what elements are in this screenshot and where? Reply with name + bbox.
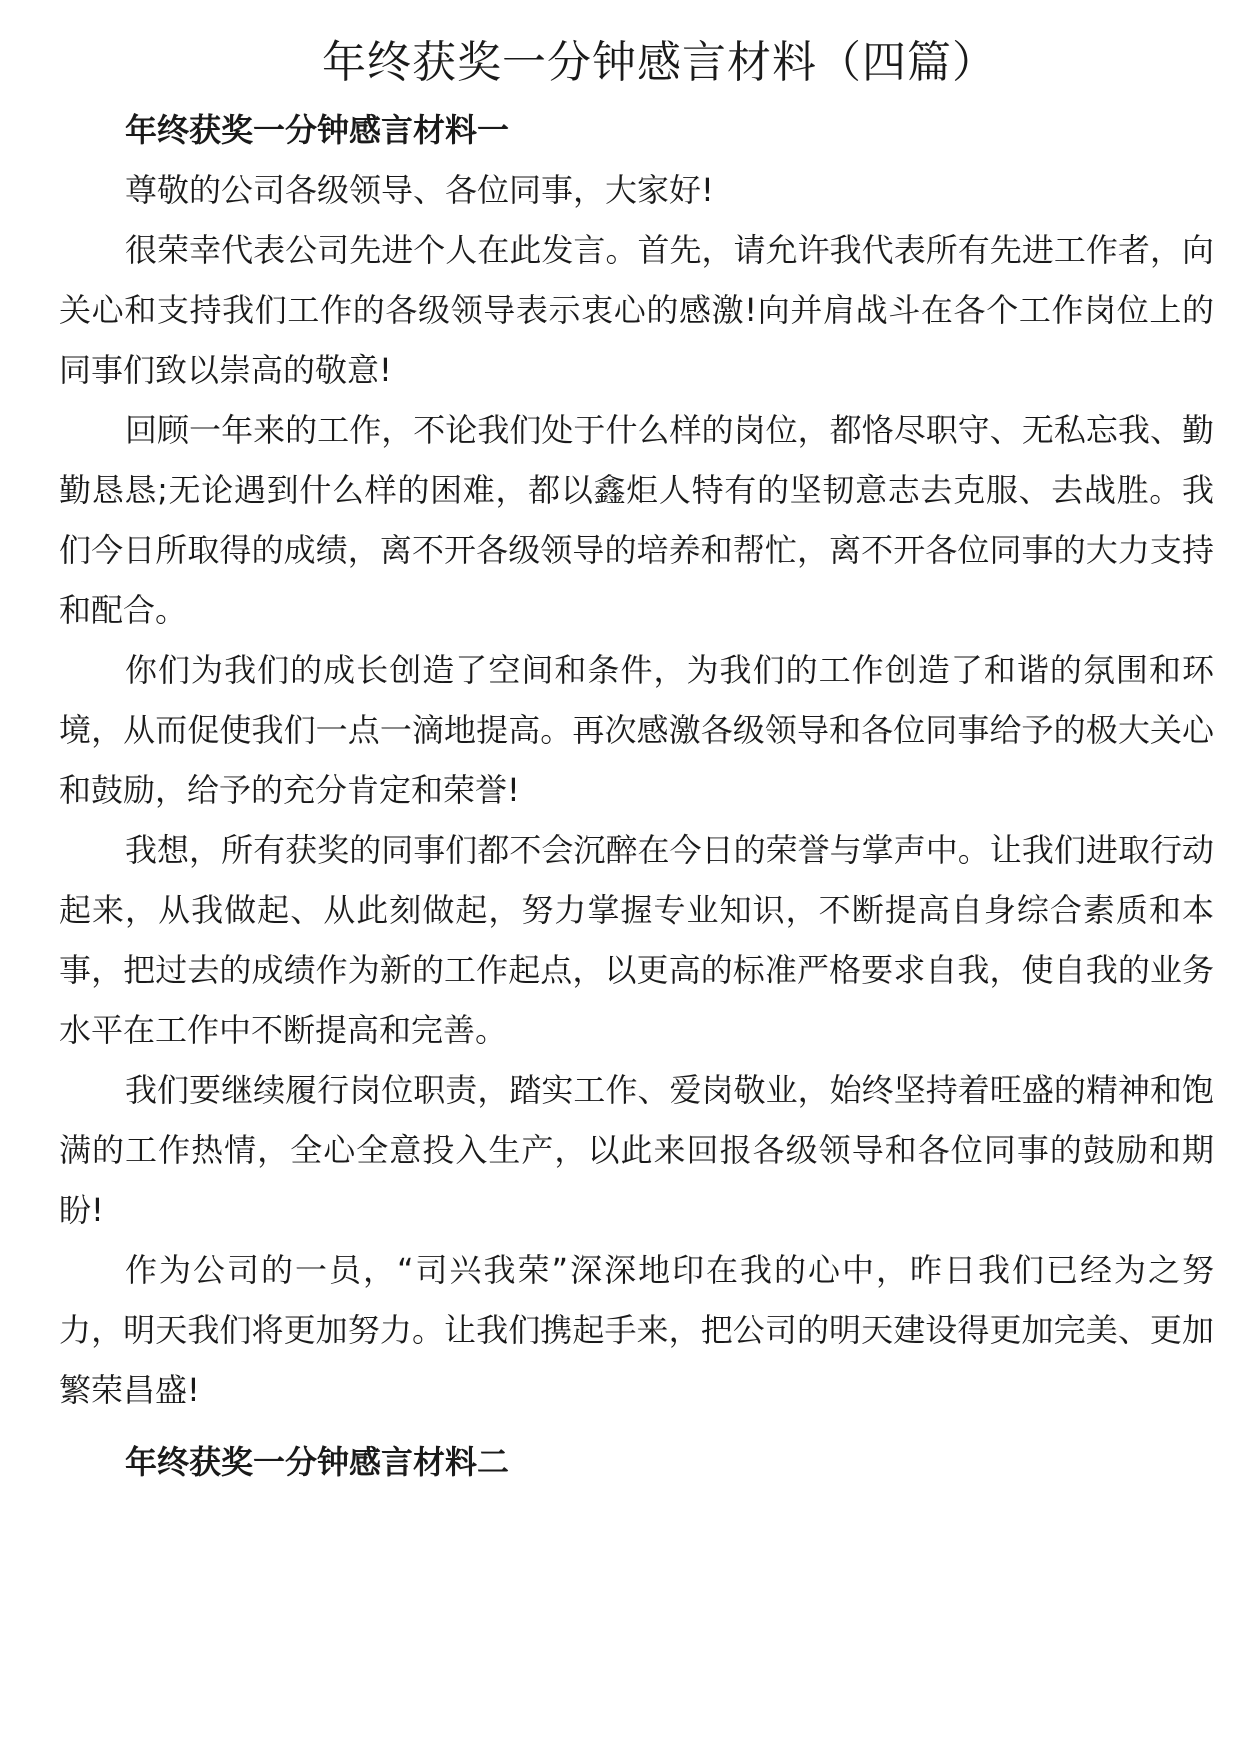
section-heading-2: 年终获奖一分钟感言材料二 (125, 1443, 510, 1481)
paragraph-growth: 你们为我们的成长创造了空间和条件，为我们的工作创造了和谐的氛围和环境，从而促使我们一点一滴地提高。再次感激各级领导和各位同事给予的极大关心和鼓励，给予的充分肯定和荣誉! (59, 651, 1214, 809)
paragraph-closing: 作为公司的一员，“司兴我荣”深深地印在我的心中，昨日我们已经为之努力，明天我们将更加努力。让我们携起手来，把公司的明天建设得更加完美、更加繁荣昌盛! (59, 1251, 1214, 1409)
paragraph-thanks: 很荣幸代表公司先进个人在此发言。首先，请允许我代表所有先进工作者，向关心和支持我们工作的各级领导表示衷心的感激!向并肩战斗在各个工作岗位上的同事们致以崇高的敬意! (59, 231, 1214, 389)
paragraph-action: 我想，所有获奖的同事们都不会沉醉在今日的荣誉与掌声中。让我们进取行动起来，从我做起、从此刻做起，努力掌握专业知识，不断提高自身综合素质和本事，把过去的成绩作为新的工作起点，以更高的标准严格要求自我，使自我的业务水平在工作中不断提高和完善。 (59, 831, 1214, 1049)
document-title: 年终获奖一分钟感言材料（四篇） (322, 37, 997, 88)
section-heading-1: 年终获奖一分钟感言材料一 (125, 111, 510, 149)
paragraph-greeting: 尊敬的公司各级领导、各位同事，大家好! (125, 171, 714, 209)
paragraph-duty: 我们要继续履行岗位职责，踏实工作、爱岗敬业，始终坚持着旺盛的精神和饱满的工作热情，全心全意投入生产，以此来回报各级领导和各位同事的鼓励和期盼! (59, 1071, 1214, 1229)
paragraph-review: 回顾一年来的工作，不论我们处于什么样的岗位，都恪尽职守、无私忘我、勤勤恳恳;无论遇到什么样的困难，都以鑫炬人特有的坚韧意志去克服、去战胜。我们今日所取得的成绩，离不开各级领导的培养和帮忙，离不开各位同事的大力支持和配合。 (59, 411, 1214, 629)
